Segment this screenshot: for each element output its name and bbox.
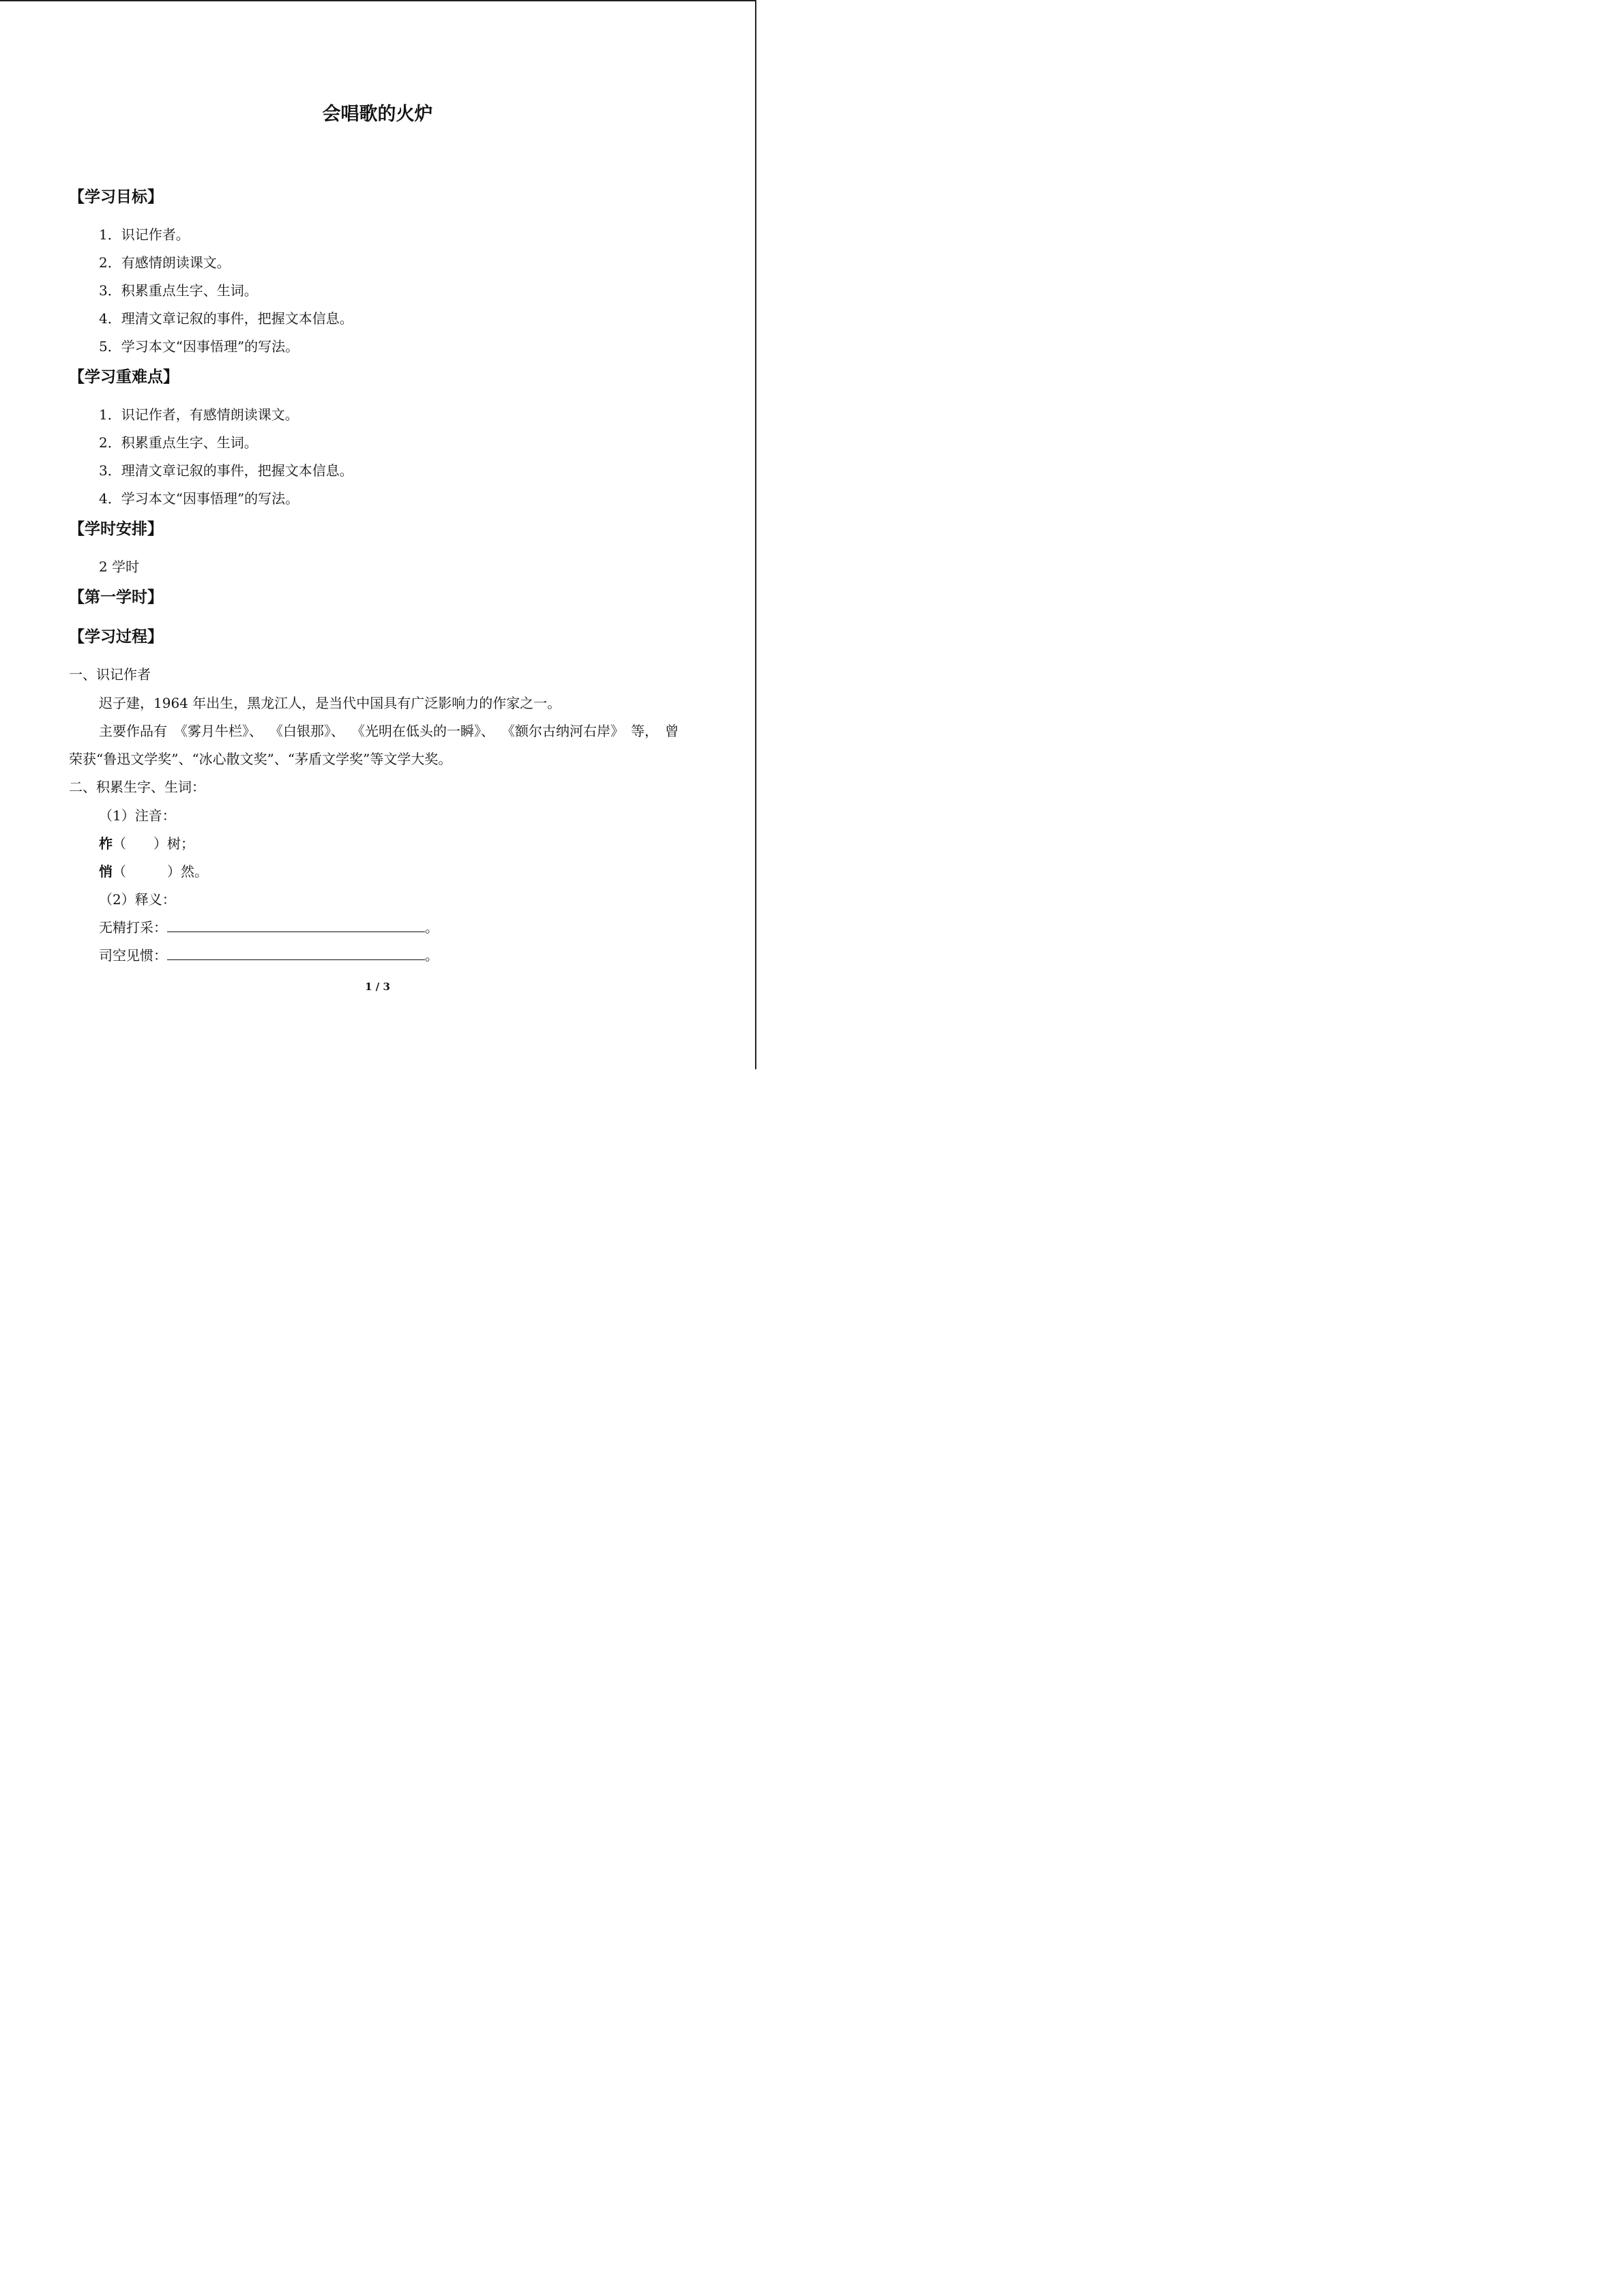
process-heading: 【学习过程】 — [69, 628, 163, 646]
definition-term: 无精打采： — [99, 919, 167, 936]
schedule-heading: 【学时安排】 — [69, 520, 163, 538]
pinyin-item — [99, 861, 208, 880]
pinyin-char: 悄 — [99, 863, 113, 880]
pinyin-char: 柞 — [99, 835, 113, 852]
definition-item — [99, 944, 439, 964]
objectives-heading: 【学习目标】 — [69, 188, 163, 206]
key-point-item: 1．识记作者，有感情朗读课文。 — [99, 406, 299, 423]
works-paragraph — [99, 720, 679, 740]
key-points-heading: 【学习重难点】 — [69, 368, 179, 386]
answer-blank[interactable] — [167, 918, 425, 932]
part1-title: 一、识记作者 — [69, 666, 151, 683]
objective-item: 2．有感情朗读课文。 — [99, 254, 231, 271]
objective-item: 3．积累重点生字、生词。 — [99, 282, 258, 299]
objective-item: 5．学习本文“因事悟理”的写法。 — [99, 338, 299, 355]
schedule-text: 2 学时 — [99, 558, 140, 575]
awards-paragraph: 荣获“鲁迅文学奖”、“冰心散文奖”、“茅盾文学奖”等文学大奖。 — [69, 751, 452, 767]
author-paragraph: 迟子建，1964 年出生，黑龙江人，是当代中国具有广泛影响力的作家之一。 — [99, 695, 561, 711]
document-title: 会唱歌的火炉 — [322, 104, 433, 125]
page-number: 1 / 3 — [365, 981, 390, 993]
part2-title: 二、积累生字、生词： — [69, 779, 205, 795]
definition-subheading: （2）释义： — [99, 891, 176, 908]
pinyin-blank: （ ）然。 — [113, 863, 208, 880]
key-point-item: 2．积累重点生字、生词。 — [99, 434, 258, 451]
answer-blank[interactable] — [167, 946, 425, 960]
works-segment: 《白银那》、 — [269, 723, 344, 739]
pinyin-item — [99, 833, 194, 852]
key-point-item: 4．学习本文“因事悟理”的写法。 — [99, 490, 299, 507]
end-mark: 。 — [425, 919, 439, 936]
key-point-item: 3．理清文章记叙的事件，把握文本信息。 — [99, 462, 353, 479]
works-segment: 等， — [631, 723, 658, 739]
objective-item: 4．理清文章记叙的事件，把握文本信息。 — [99, 310, 353, 327]
definition-term: 司空见惯： — [99, 947, 167, 964]
works-segment: 曾 — [665, 723, 679, 739]
works-segment: 主要作品有 — [99, 723, 167, 739]
works-segment: 《光明在低头的一瞬》、 — [351, 723, 494, 739]
works-segment: 《雾月牛栏》、 — [174, 723, 263, 739]
definition-item — [99, 916, 439, 936]
end-mark: 。 — [425, 947, 439, 964]
works-segment: 《额尔古纳河右岸》 — [501, 723, 624, 739]
objective-item: 1．识记作者。 — [99, 226, 190, 243]
pinyin-blank: （ ）树； — [113, 835, 194, 852]
first-period-heading: 【第一学时】 — [69, 588, 163, 606]
pinyin-subheading: （1）注音： — [99, 807, 176, 824]
